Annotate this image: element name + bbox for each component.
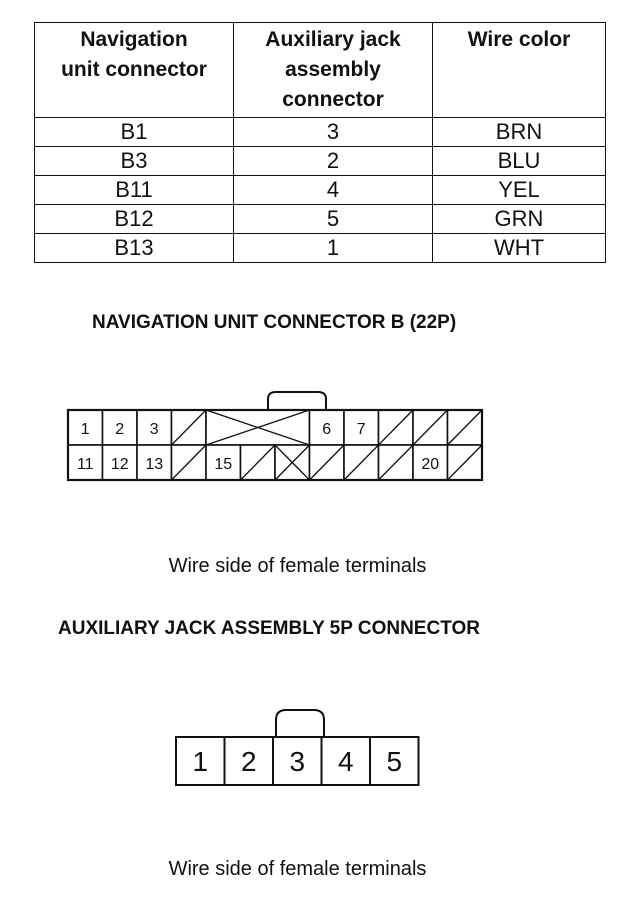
cell-nav-terminal: B1 xyxy=(35,118,234,147)
cell-aux-terminal: 3 xyxy=(234,118,433,147)
table-header-row xyxy=(35,23,606,118)
nav-terminal-number: 3 xyxy=(149,421,159,438)
cell-aux-terminal: 4 xyxy=(234,176,433,205)
wire-connection-table xyxy=(34,22,606,263)
nav-terminal-number: 12 xyxy=(110,456,129,473)
aux-terminal-number: 2 xyxy=(240,746,257,777)
cell-wire-color: BLU xyxy=(433,147,606,176)
aux-terminal-number: 4 xyxy=(337,746,354,777)
header-aux-connector: Auxiliary jack assembly connector xyxy=(234,23,433,118)
nav-connector-caption: Wire side of female terminals xyxy=(168,555,427,577)
aux-terminal-number: 3 xyxy=(289,746,306,777)
cell-nav-terminal: B3 xyxy=(35,147,234,176)
nav-terminal-number: 1 xyxy=(80,421,90,438)
nav-connector-lock-tab xyxy=(268,392,326,410)
aux-connector-lock-tab xyxy=(276,710,324,737)
nav-terminal-number: 7 xyxy=(356,421,366,438)
nav-terminal-number: 2 xyxy=(115,421,125,438)
aux-terminal-number: 1 xyxy=(192,746,209,777)
nav-terminal-number: 6 xyxy=(322,421,332,438)
table-row xyxy=(35,234,606,263)
header-nav-connector: Navigation unit connector xyxy=(35,23,234,118)
aux-connector-diagram xyxy=(0,700,640,790)
cell-wire-color: YEL xyxy=(433,176,606,205)
cell-aux-terminal: 5 xyxy=(234,205,433,234)
header-wire-color: Wire color xyxy=(433,23,606,118)
cell-nav-terminal: B13 xyxy=(35,234,234,263)
table-row xyxy=(35,118,606,147)
nav-terminal-number: 11 xyxy=(76,456,94,473)
cell-wire-color: WHT xyxy=(433,234,606,263)
table-row xyxy=(35,147,606,176)
cell-wire-color: BRN xyxy=(433,118,606,147)
aux-connector-title: AUXILIARY JACK ASSEMBLY 5P CONNECTOR xyxy=(58,618,480,639)
nav-terminal-number: 13 xyxy=(145,456,164,473)
nav-connector-title: NAVIGATION UNIT CONNECTOR B (22P) xyxy=(92,312,457,333)
cell-wire-color: GRN xyxy=(433,205,606,234)
cell-nav-terminal: B12 xyxy=(35,205,234,234)
aux-terminal-number: 5 xyxy=(386,746,403,777)
nav-terminal-number: 15 xyxy=(214,456,233,473)
cell-aux-terminal: 2 xyxy=(234,147,433,176)
cell-nav-terminal: B11 xyxy=(35,176,234,205)
nav-connector-diagram xyxy=(0,380,640,500)
aux-connector-caption: Wire side of female terminals xyxy=(168,858,427,880)
table-row xyxy=(35,205,606,234)
nav-terminal-number: 20 xyxy=(421,456,440,473)
cell-aux-terminal: 1 xyxy=(234,234,433,263)
table-row xyxy=(35,176,606,205)
